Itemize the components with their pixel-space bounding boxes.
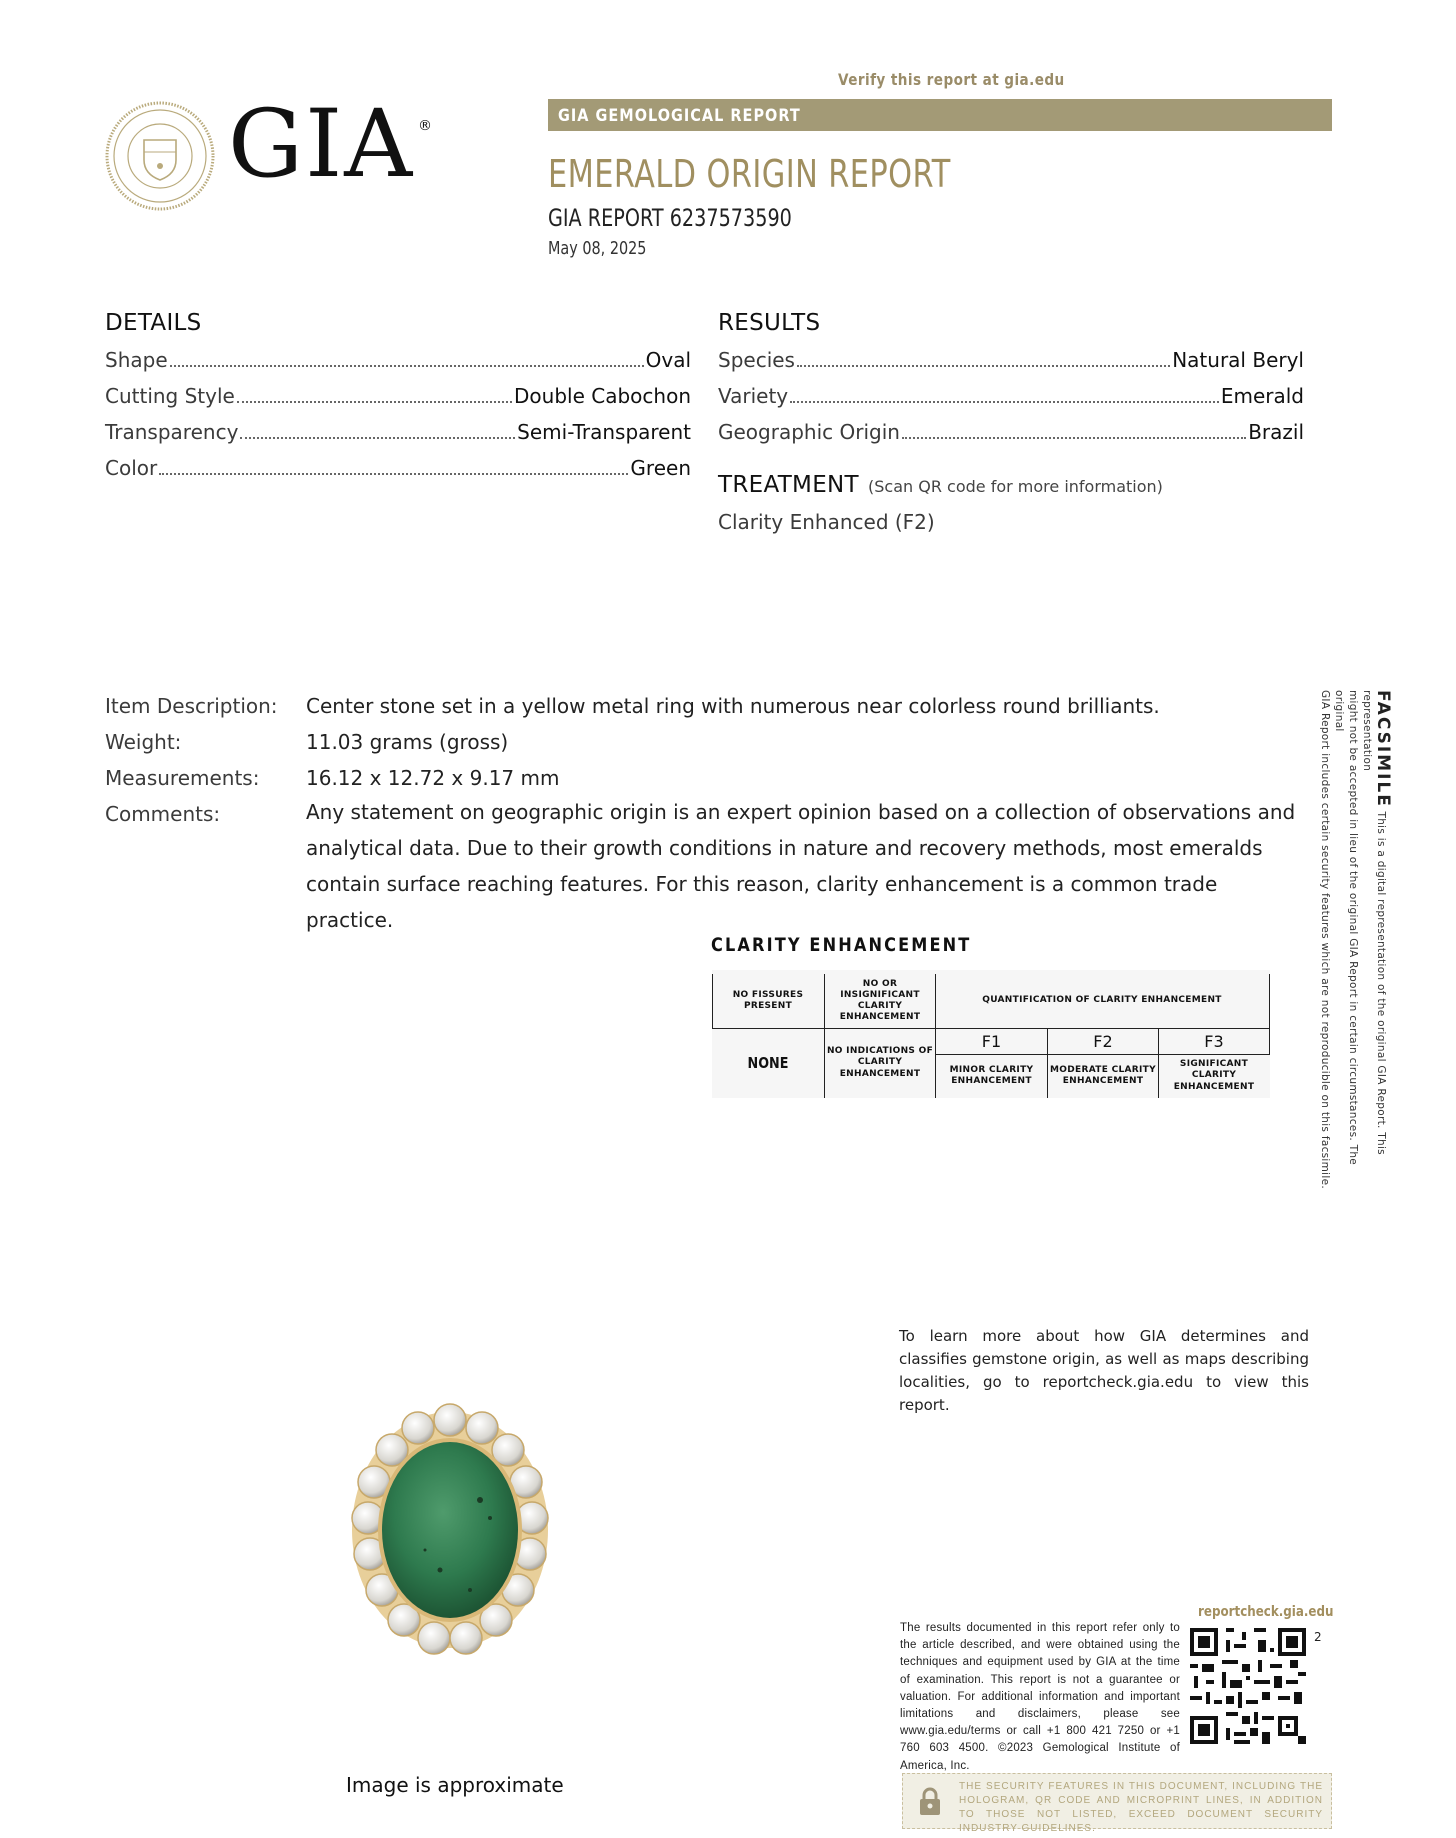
verify-link[interactable]: Verify this report at gia.edu [838, 70, 1065, 89]
item-description-label: Item Description: [105, 694, 278, 718]
details-row [105, 420, 691, 456]
table-line [935, 974, 936, 1098]
dot-leader [237, 400, 512, 403]
item-description-value: Center stone set in a yellow metal ring with numerous near colorless round brilliants. [306, 694, 1160, 718]
gia-wordmark: GIA [228, 90, 415, 199]
table-line [824, 974, 825, 1098]
treatment-heading: TREATMENT [718, 472, 859, 498]
results-value: Brazil [1248, 420, 1304, 444]
details-section [105, 310, 691, 492]
details-row [105, 348, 691, 384]
dot-leader [170, 364, 644, 367]
results-row [718, 348, 1304, 384]
facsimile-title: FACSIMILE [1373, 690, 1393, 808]
details-row [105, 456, 691, 492]
details-label: Shape [105, 348, 168, 372]
details-label: Cutting Style [105, 384, 235, 408]
no-fissures-header: NO FISSURES PRESENT [732, 989, 804, 1011]
report-type-bar [548, 99, 1332, 131]
table-line [935, 1054, 1270, 1055]
none-value: NONE [747, 1053, 789, 1072]
grade-f2-desc: MODERATE CLARITY ENHANCEMENT [1050, 1064, 1156, 1086]
treatment-heading-row [718, 472, 1163, 498]
report-number: GIA REPORT 6237573590 [548, 204, 792, 232]
quantification-header: QUANTIFICATION OF CLARITY ENHANCEMENT [982, 995, 1222, 1006]
table-line [1269, 974, 1270, 1054]
treatment-value: Clarity Enhanced (F2) [718, 510, 935, 534]
facsimile-notice [1319, 690, 1393, 1200]
comments-label: Comments: [105, 802, 221, 826]
report-title: EMERALD ORIGIN REPORT [548, 152, 951, 196]
details-value: Double Cabochon [514, 384, 691, 408]
weight-value: 11.03 grams (gross) [306, 730, 509, 754]
emerald-ring-image [340, 1400, 560, 1660]
measurements-label: Measurements: [105, 766, 260, 790]
results-row [718, 384, 1304, 420]
details-heading: DETAILS [105, 310, 202, 336]
image-caption: Image is approximate [346, 1773, 564, 1797]
gia-seal-icon [104, 100, 216, 212]
details-value: Green [630, 456, 691, 480]
disclaimer-text: The results documented in this report refer only to the article described, and were obtained using the techniques and equipment used by GIA at the time of examination. This report is not a guarantee or valuation. For additional information and important limitations and disclaimers, please see www.gia.edu/terms or call +1 800 421 7250 or +1 760 603 4500. ©2023 Gemological Institute of America, Inc. [900, 1622, 1180, 1772]
grade-f2: F2 [1093, 1032, 1113, 1051]
details-value: Oval [645, 348, 691, 372]
results-label: Species [718, 348, 795, 372]
results-section [718, 310, 1304, 456]
treatment-note: (Scan QR code for more information) [868, 477, 1163, 496]
lock-icon [917, 1786, 943, 1816]
no-enhancement-header: NO OR INSIGNIFICANT CLARITY ENHANCEMENT [839, 978, 921, 1023]
measurements-value: 16.12 x 12.72 x 9.17 mm [306, 766, 560, 790]
dot-leader [790, 400, 1219, 403]
grade-f3-desc: SIGNIFICANT CLARITY ENHANCEMENT [1173, 1059, 1255, 1092]
security-notice [902, 1773, 1332, 1834]
learn-more-text: To learn more about how GIA determines and classifies gemstone origin, as well as maps describing localities, go to reportcheck.gia.edu to view this report. [899, 1327, 1309, 1414]
security-text: THE SECURITY FEATURES IN THIS DOCUMENT, INCLUDING THE HOLOGRAM, QR CODE AND MICROPRINT LINES, IN ADDITION TO THOSE NOT LISTED, EXCEED DOCUMENT SECURITY INDUSTRY GUIDELINES. [959, 1781, 1323, 1834]
details-value: Semi-Transparent [517, 420, 691, 444]
details-label: Transparency [105, 420, 239, 444]
results-value: Emerald [1220, 384, 1304, 408]
facsimile-line: GIA Report includes certain security features which are not reproducible on this facsimile. [1319, 690, 1331, 1189]
table-line [1158, 1028, 1159, 1098]
reportcheck-link[interactable]: reportcheck.gia.edu [1198, 1604, 1334, 1620]
comments-value: Any statement on geographic origin is an expert opinion based on a collection of observations and analytical data. Due to their growth conditions in nature and recovery methods, most emeralds contain surface reaching features. For this reason, clarity enhancement is a common trade practice. [306, 800, 1296, 932]
grade-f3: F3 [1204, 1032, 1224, 1051]
clarity-table [712, 970, 1270, 1098]
grade-f1: F1 [981, 1032, 1002, 1051]
dot-leader [240, 436, 515, 439]
page-number: 2 [1314, 1630, 1322, 1644]
table-line [712, 1028, 1270, 1029]
facsimile-line: This is a digital representation of the original GIA Report. This representation [1361, 690, 1387, 1155]
results-label: Geographic Origin [718, 420, 900, 444]
details-row [105, 384, 691, 420]
grade-f1-desc: MINOR CLARITY ENHANCEMENT [949, 1064, 1034, 1086]
results-value: Natural Beryl [1172, 348, 1304, 372]
results-label: Variety [718, 384, 789, 408]
table-line [1047, 1028, 1048, 1098]
registered-mark: ® [418, 118, 432, 134]
no-indications-value: NO INDICATIONS OF CLARITY ENHANCEMENT [826, 1046, 934, 1079]
report-type-label: GIA GEMOLOGICAL REPORT [558, 106, 801, 126]
table-line [712, 974, 713, 1028]
results-row [718, 420, 1304, 456]
dot-leader [797, 364, 1170, 367]
clarity-heading: CLARITY ENHANCEMENT [711, 934, 972, 956]
results-heading: RESULTS [718, 310, 821, 336]
facsimile-line: might not be accepted in lieu of the original GIA Report in certain circumstances. The original [1333, 690, 1359, 1166]
report-date: May 08, 2025 [548, 238, 647, 259]
weight-label: Weight: [105, 730, 182, 754]
details-label: Color [105, 456, 158, 480]
dot-leader [159, 472, 628, 475]
qr-code-icon[interactable] [1190, 1628, 1306, 1744]
dot-leader [902, 436, 1246, 439]
